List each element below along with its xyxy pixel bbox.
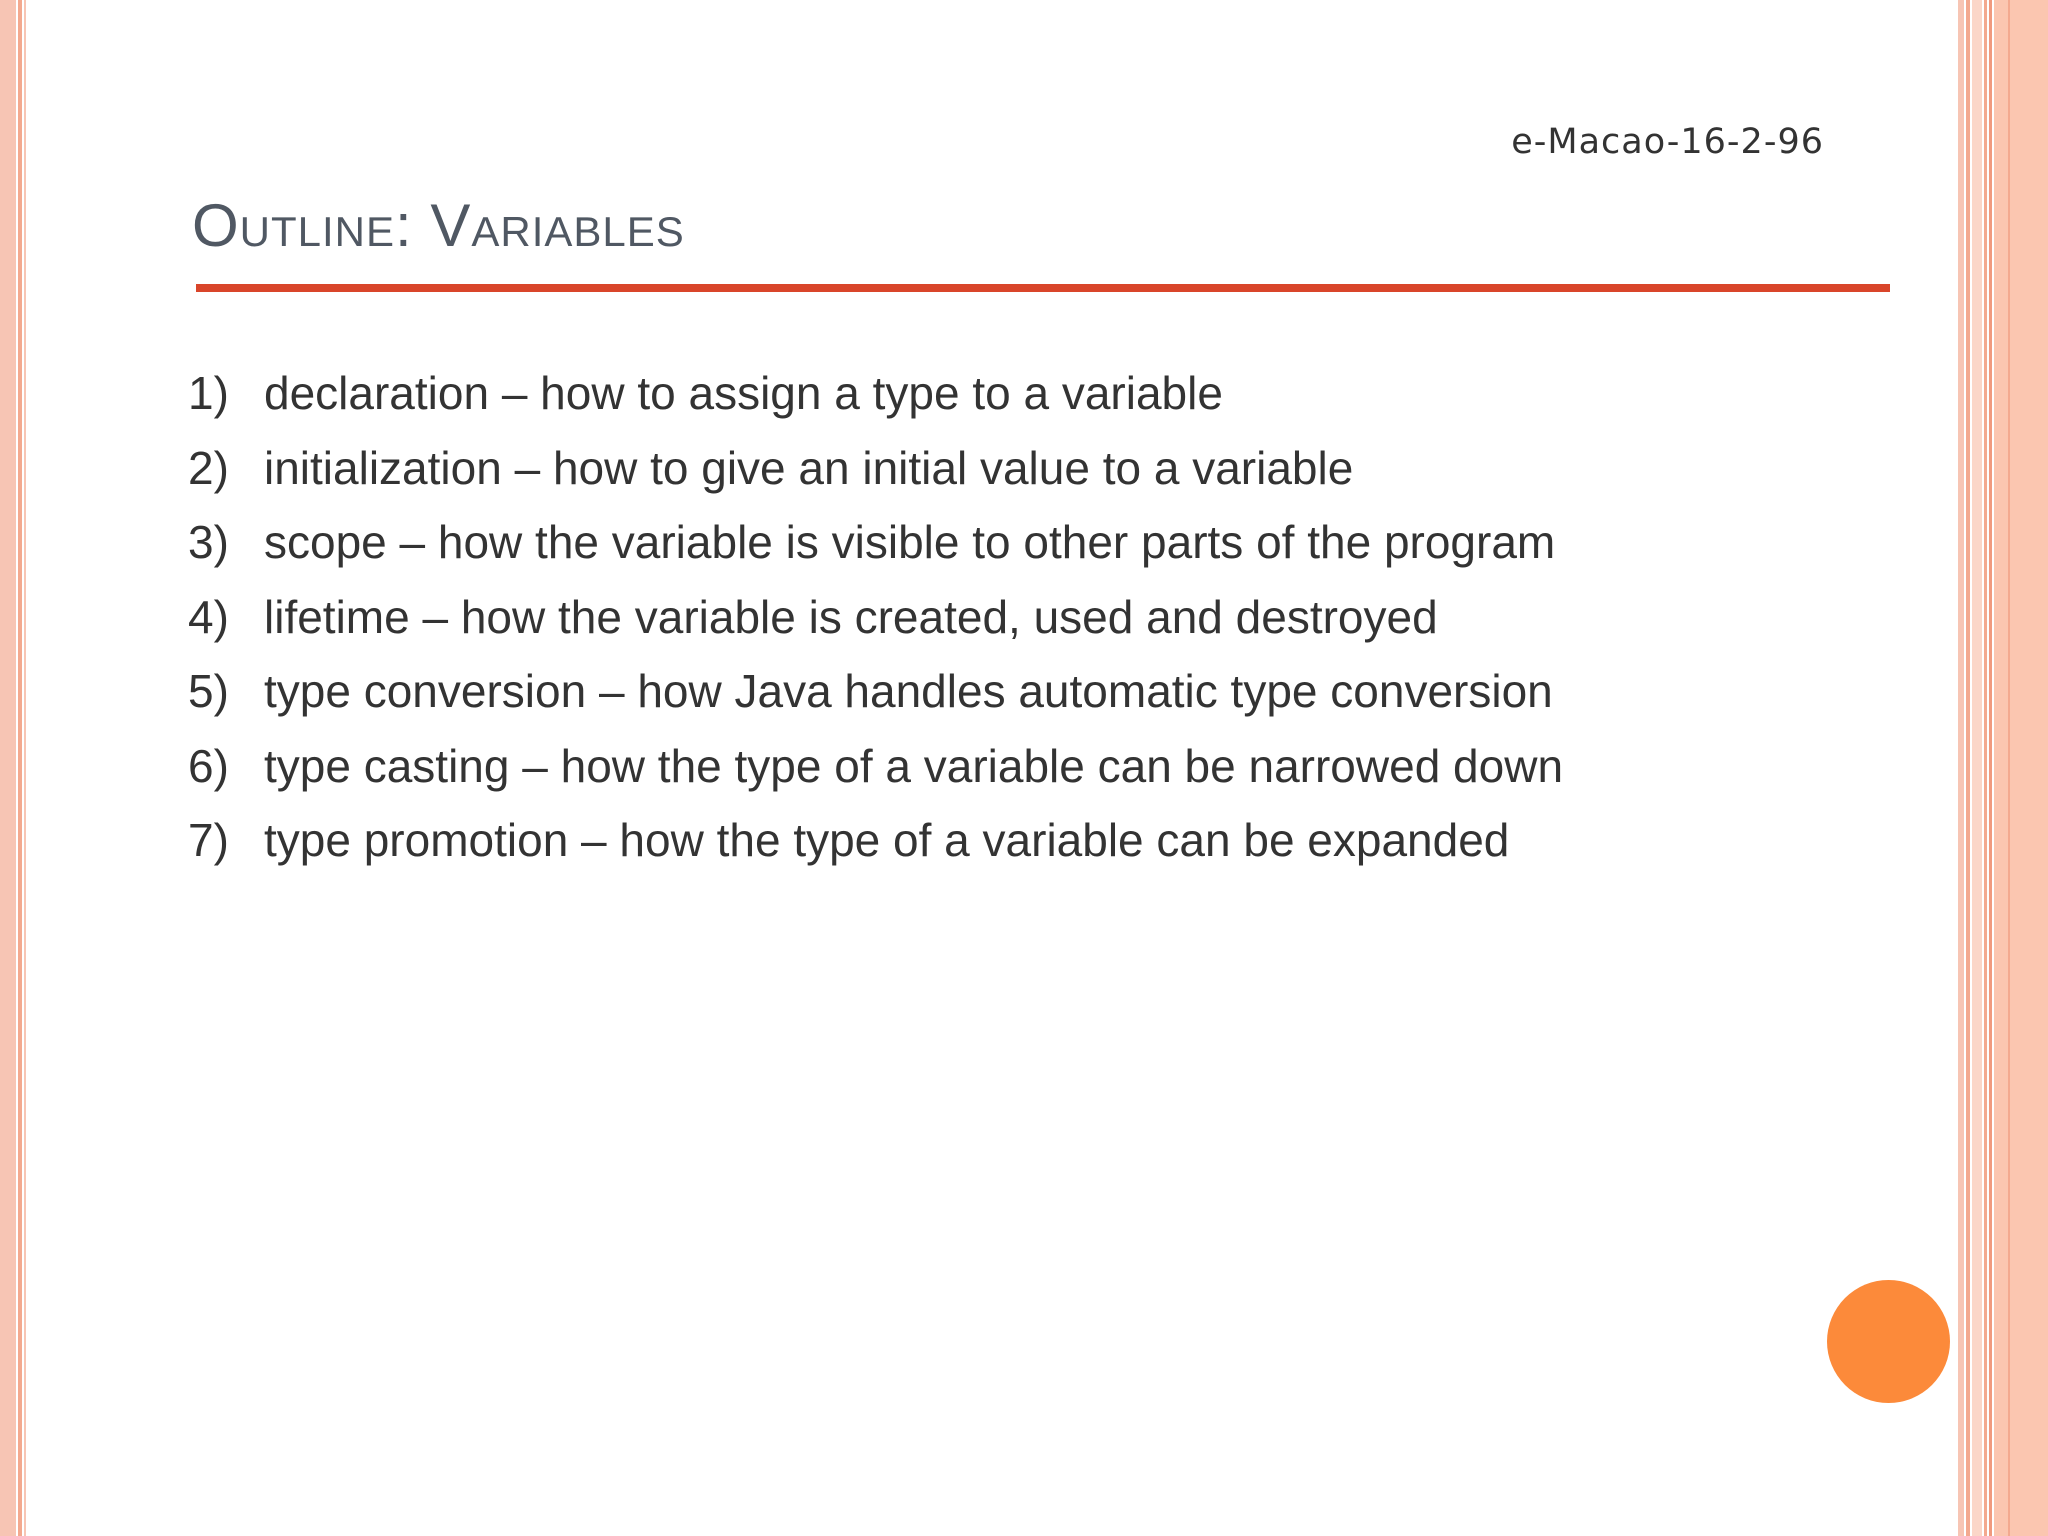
right-border-stripe: [1958, 0, 1964, 1536]
title-underline: [196, 284, 1890, 292]
list-item: [188, 505, 1563, 580]
outline-list: [188, 356, 1563, 878]
item-text: scope – how the variable is visible to other parts of the program: [264, 516, 1556, 568]
slide-title: Outline: Variables: [192, 192, 685, 259]
item-number: 6): [188, 739, 229, 792]
item-text: type promotion – how the type of a variable can be expanded: [264, 814, 1510, 866]
right-border-stripe: [1989, 0, 1992, 1536]
right-border-stripe: [1984, 0, 1987, 1536]
item-number: 1): [188, 367, 229, 419]
left-border-stripe: [24, 0, 26, 1536]
item-text: type casting – how the type of a variable can be narrowed down: [264, 739, 1564, 792]
list-item: [188, 729, 1563, 804]
orange-circle-decoration: [1827, 1280, 1950, 1403]
item-text: initialization – how to give an initial value to a variable: [264, 441, 1354, 494]
item-text: lifetime – how the variable is created, used and destroyed: [264, 590, 1438, 643]
right-border-stripe: [2008, 0, 2010, 1536]
item-number: 7): [188, 814, 229, 866]
right-border-stripe: [1994, 0, 2048, 1536]
item-number: 5): [188, 665, 229, 717]
left-border-stripe: [0, 0, 16, 1536]
list-item: [188, 654, 1563, 729]
item-number: 4): [188, 590, 229, 643]
left-border-stripe: [18, 0, 22, 1536]
slide-id-label: e-Macao-16-2-96: [1511, 122, 1824, 162]
item-text: type conversion – how Java handles automatic type conversion: [264, 665, 1553, 717]
list-item: [188, 431, 1563, 506]
list-item: [188, 580, 1563, 655]
item-text: declaration – how to assign a type to a variable: [264, 367, 1223, 419]
right-border-stripe: [1972, 0, 1982, 1536]
item-number: 2): [188, 441, 229, 494]
list-item: [188, 803, 1563, 878]
right-border-stripe: [1966, 0, 1970, 1536]
list-item: [188, 356, 1563, 431]
item-number: 3): [188, 516, 229, 568]
